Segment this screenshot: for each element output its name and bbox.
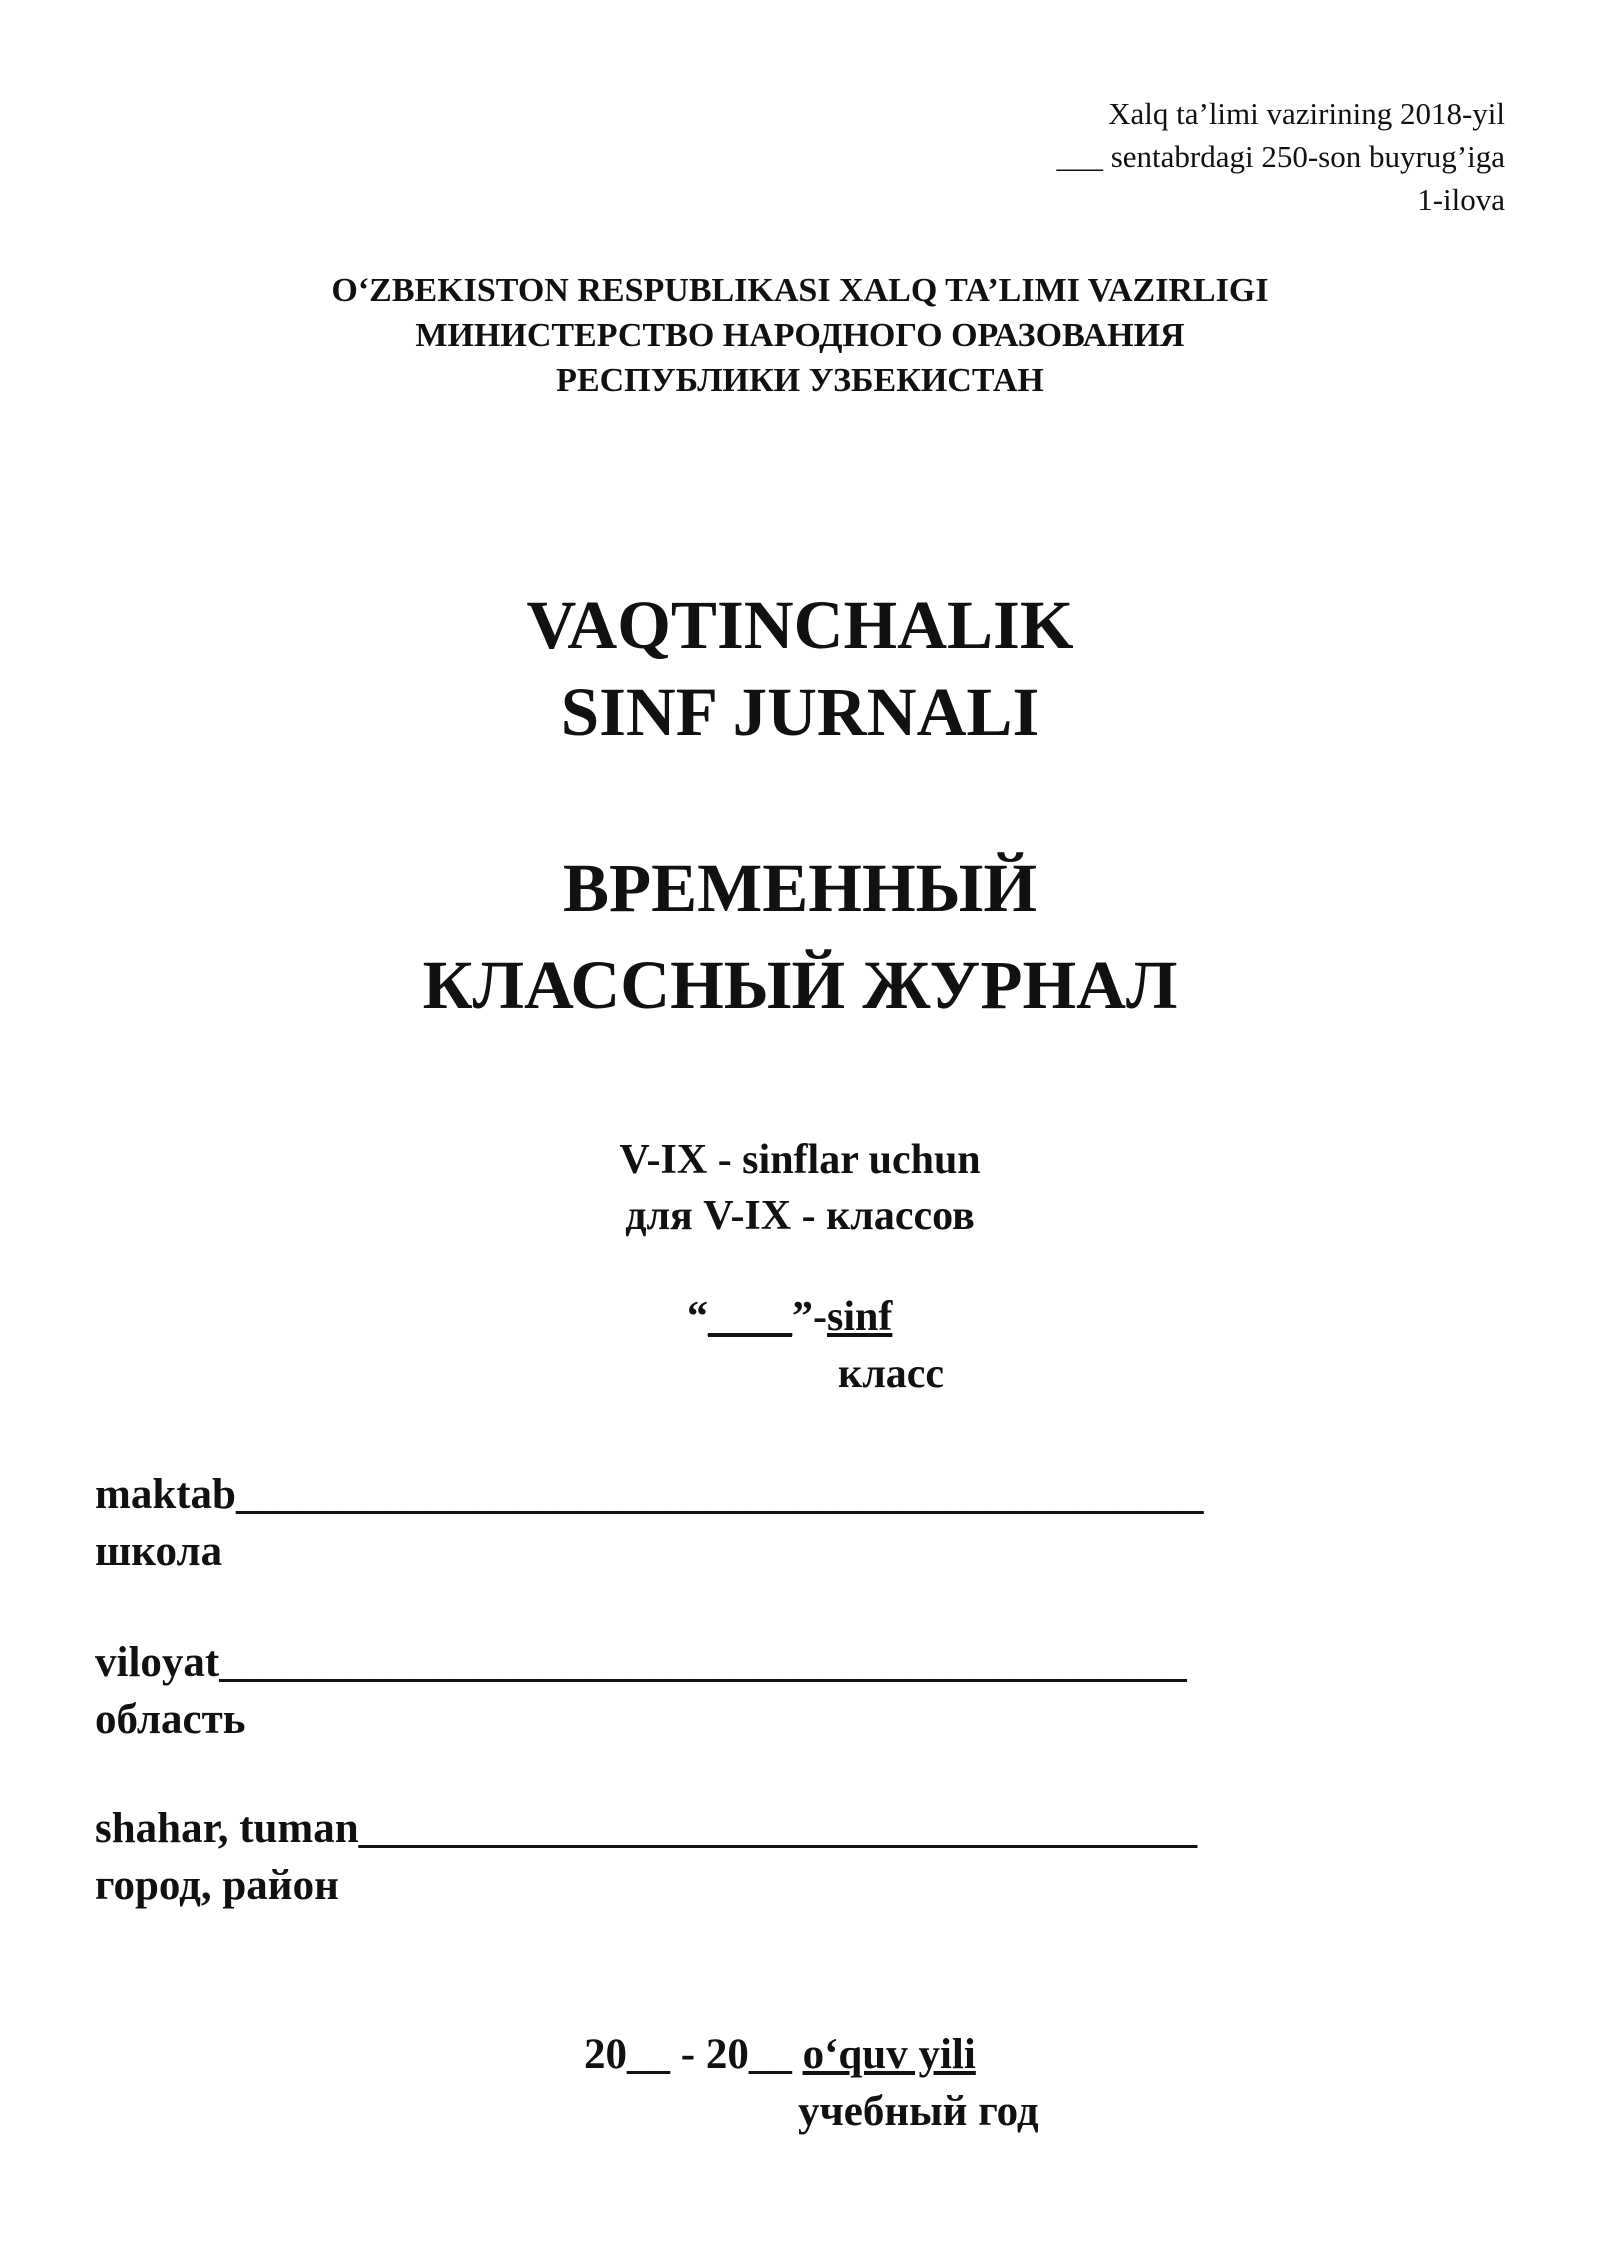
- region-field: [95, 1638, 1187, 1687]
- school-field: [95, 1470, 1203, 1519]
- ministry-name-ru-line2: РЕСПУБЛИКИ УЗБЕКИСТАН: [556, 362, 1044, 399]
- class-close-quote: ”-: [792, 1294, 827, 1340]
- title-ru-line2: КЛАССНЫЙ ЖУРНАЛ: [422, 947, 1178, 1023]
- school-blank: _____________________________________________: [235, 1471, 1204, 1518]
- school-year-label-ru: учебный год: [798, 2088, 1039, 2135]
- class-blank: ____: [708, 1294, 792, 1340]
- city-blank: _______________________________________: [358, 1805, 1198, 1852]
- grades-info: [0, 1132, 1600, 1244]
- grades-uz: V-IX - sinflar uchun: [619, 1137, 981, 1183]
- class-label-ru: класс: [838, 1351, 945, 1397]
- title-uz-line2: SINF JURNALI: [560, 674, 1040, 750]
- school-label-ru: школа: [95, 1528, 223, 1575]
- school-year-label-uz: o‘quv yili: [802, 2031, 976, 2078]
- region-label-uz: viloyat: [95, 1639, 220, 1686]
- grades-ru: для V-IX - классов: [625, 1193, 975, 1239]
- title-ru: [0, 840, 1600, 1034]
- school-year-field: [584, 2030, 976, 2079]
- city-label-uz: shahar, tuman: [95, 1805, 359, 1852]
- region-blank: _____________________________________________: [219, 1639, 1187, 1686]
- school-year-prefix: 20__ - 20__: [584, 2031, 803, 2078]
- annotation-line-2: ___ sentabrdagi 250-son buyrug’iga: [1056, 139, 1505, 174]
- city-label-ru: город, район: [95, 1862, 339, 1909]
- class-label-uz: sinf: [827, 1294, 893, 1340]
- school-label-uz: maktab: [95, 1471, 236, 1518]
- city-field: [95, 1804, 1197, 1853]
- ministry-name-uz: O‘ZBEKISTON RESPUBLIKASI XALQ TA’LIMI VAZIRLIGI: [331, 272, 1269, 309]
- region-label-ru: область: [95, 1696, 246, 1743]
- ministry-name-ru-line1: МИНИСТЕРСТВО НАРОДНОГО ОРАЗОВАНИЯ: [415, 317, 1185, 354]
- class-open-quote: “: [687, 1294, 708, 1340]
- title-uz-line1: VAQTINCHALIK: [526, 587, 1074, 663]
- annotation-line-1: Xalq ta’limi vazirining 2018-yil: [1108, 96, 1505, 131]
- title-ru-line1: ВРЕМЕННЫЙ: [562, 850, 1038, 926]
- title-uz: [0, 582, 1600, 756]
- class-field: [687, 1293, 892, 1341]
- annotation-line-3: 1-ilova: [1417, 182, 1505, 217]
- ministry-header: [0, 268, 1600, 403]
